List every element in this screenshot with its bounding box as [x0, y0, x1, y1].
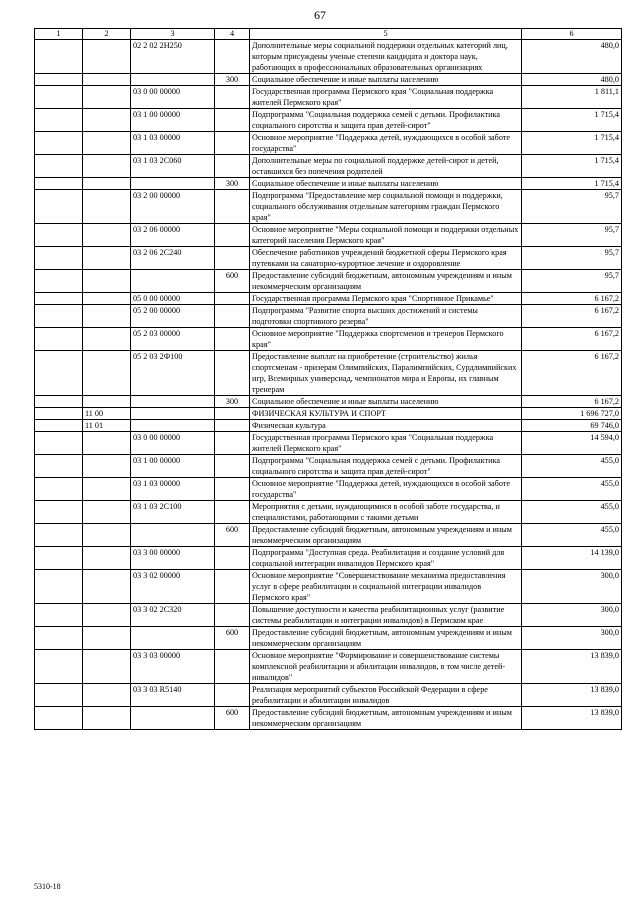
table-row [35, 247, 622, 270]
amount-cell: 1 715,4 [522, 178, 622, 190]
section-cell [35, 707, 83, 730]
section-cell [35, 178, 83, 190]
description-cell: Предоставление субсидий бюджетным, автономным учреждениям и иным некоммерческим организациям [250, 627, 522, 650]
expense-type-cell [215, 190, 250, 224]
description-cell: Подпрограмма "Социальная поддержка семей с детьми. Профилактика социального сиротства и защита прав детей-сирот" [250, 455, 522, 478]
target-article-cell: 03 0 00 00000 [131, 86, 215, 109]
target-article-cell [131, 524, 215, 547]
amount-cell: 69 746,0 [522, 420, 622, 432]
amount-cell: 14 594,0 [522, 432, 622, 455]
table-row [35, 684, 622, 707]
expense-type-cell [215, 408, 250, 420]
description-cell: Подпрограмма "Доступная среда. Реабилитация и создание условий для социальной интеграции инвалидов Пермского края" [250, 547, 522, 570]
table-row [35, 432, 622, 455]
description-cell: Дополнительные меры социальной поддержки отдельных категорий лиц, которым присуждены ученые степени кандидата и доктора наук, работающих в профессиональных образовательных организациях [250, 40, 522, 74]
expense-type-cell [215, 305, 250, 328]
expense-type-cell [215, 224, 250, 247]
expense-type-cell [215, 351, 250, 396]
document-code: 5310-18 [34, 882, 61, 891]
subsection-cell [83, 132, 131, 155]
description-cell: Основное мероприятие "Поддержка детей, нуждающихся в особой заботе государства" [250, 478, 522, 501]
amount-cell: 95,7 [522, 270, 622, 293]
target-article-cell [131, 408, 215, 420]
subsection-cell [83, 351, 131, 396]
target-article-cell: 02 2 02 2Н250 [131, 40, 215, 74]
description-cell: Социальное обеспечение и иные выплаты населению [250, 74, 522, 86]
table-row [35, 455, 622, 478]
description-cell: Основное мероприятие "Меры социальной помощи и поддержки отдельных категорий населения Пермского края" [250, 224, 522, 247]
section-cell [35, 74, 83, 86]
description-cell: Основное мероприятие "Поддержка спортсменов и тренеров Пермского края" [250, 328, 522, 351]
amount-cell: 13 839,0 [522, 707, 622, 730]
subsection-cell [83, 224, 131, 247]
section-cell [35, 524, 83, 547]
table-row [35, 650, 622, 684]
table-row [35, 40, 622, 74]
description-cell: Дополнительные меры по социальной поддержке детей-сирот и детей, оставшихся без попечения родителей [250, 155, 522, 178]
description-cell: Реализация мероприятий субъектов Российской Федерации в сфере реабилитации и абилитации инвалидов [250, 684, 522, 707]
target-article-cell: 03 1 03 00000 [131, 132, 215, 155]
table-row [35, 501, 622, 524]
section-cell [35, 109, 83, 132]
table-row [35, 351, 622, 396]
amount-cell: 6 167,2 [522, 351, 622, 396]
amount-cell: 455,0 [522, 478, 622, 501]
section-cell [35, 305, 83, 328]
table-row [35, 86, 622, 109]
expense-type-cell [215, 40, 250, 74]
subsection-cell [83, 270, 131, 293]
table-row [35, 604, 622, 627]
section-cell [35, 190, 83, 224]
subsection-cell [83, 547, 131, 570]
target-article-cell: 05 0 00 00000 [131, 293, 215, 305]
table-row [35, 420, 622, 432]
section-cell [35, 224, 83, 247]
target-article-cell: 05 2 03 2Ф100 [131, 351, 215, 396]
subsection-cell [83, 455, 131, 478]
expense-type-cell [215, 132, 250, 155]
expense-type-cell [215, 604, 250, 627]
target-article-cell: 03 2 00 00000 [131, 190, 215, 224]
table-body [35, 40, 622, 730]
target-article-cell [131, 627, 215, 650]
target-article-cell: 03 1 03 2С100 [131, 501, 215, 524]
subsection-cell [83, 501, 131, 524]
target-article-cell: 05 2 00 00000 [131, 305, 215, 328]
expense-type-cell: 300 [215, 178, 250, 190]
description-cell: Государственная программа Пермского края "Социальная поддержка жителей Пермского края" [250, 432, 522, 455]
subsection-cell [83, 627, 131, 650]
section-cell [35, 627, 83, 650]
subsection-cell [83, 155, 131, 178]
section-cell [35, 155, 83, 178]
header-row [35, 29, 622, 40]
subsection-cell [83, 432, 131, 455]
description-cell: Подпрограмма "Предоставление мер социальной помощи и поддержки, социального обслуживания отдельным категориям граждан Пермского края" [250, 190, 522, 224]
amount-cell: 1 715,4 [522, 155, 622, 178]
table-row [35, 224, 622, 247]
subsection-cell [83, 190, 131, 224]
expense-type-cell [215, 478, 250, 501]
page-number: 67 [314, 8, 326, 22]
section-cell [35, 270, 83, 293]
amount-cell: 6 167,2 [522, 305, 622, 328]
expense-type-cell: 600 [215, 270, 250, 293]
section-cell [35, 604, 83, 627]
section-cell [35, 40, 83, 74]
expense-type-cell [215, 328, 250, 351]
expense-type-cell [215, 570, 250, 604]
section-cell [35, 650, 83, 684]
subsection-cell [83, 247, 131, 270]
description-cell: ФИЗИЧЕСКАЯ КУЛЬТУРА И СПОРТ [250, 408, 522, 420]
table-row [35, 178, 622, 190]
target-article-cell: 03 2 06 2С240 [131, 247, 215, 270]
section-cell [35, 478, 83, 501]
amount-cell: 95,7 [522, 224, 622, 247]
subsection-cell [83, 86, 131, 109]
expense-type-cell [215, 684, 250, 707]
expense-type-cell: 300 [215, 74, 250, 86]
budget-table [34, 28, 622, 730]
target-article-cell: 03 3 02 00000 [131, 570, 215, 604]
amount-cell: 480,0 [522, 40, 622, 74]
description-cell: Социальное обеспечение и иные выплаты населению [250, 396, 522, 408]
target-article-cell: 03 3 00 00000 [131, 547, 215, 570]
description-cell: Подпрограмма "Социальная поддержка семей с детьми. Профилактика социального сиротства и защита прав детей-сирот" [250, 109, 522, 132]
amount-cell: 480,0 [522, 74, 622, 86]
subsection-cell [83, 478, 131, 501]
expense-type-cell [215, 109, 250, 132]
section-cell [35, 420, 83, 432]
target-article-cell [131, 420, 215, 432]
target-article-cell: 03 3 03 00000 [131, 650, 215, 684]
subsection-cell [83, 109, 131, 132]
description-cell: Основное мероприятие "Формирование и совершенствование системы комплексной реабилитации и абилитации инвалидов, в том числе детей-инвалидов" [250, 650, 522, 684]
expense-type-cell [215, 155, 250, 178]
table-row [35, 155, 622, 178]
target-article-cell [131, 270, 215, 293]
target-article-cell: 03 1 03 2С060 [131, 155, 215, 178]
target-article-cell [131, 707, 215, 730]
subsection-cell: 11 00 [83, 408, 131, 420]
section-cell [35, 684, 83, 707]
amount-cell: 300,0 [522, 570, 622, 604]
amount-cell: 13 839,0 [522, 650, 622, 684]
section-cell [35, 247, 83, 270]
description-cell: Мероприятия с детьми, нуждающимися в особой заботе государства, и специалистами, работающими с такими детьми [250, 501, 522, 524]
subsection-cell [83, 305, 131, 328]
section-cell [35, 408, 83, 420]
expense-type-cell [215, 420, 250, 432]
table-row [35, 547, 622, 570]
amount-cell: 13 839,0 [522, 684, 622, 707]
column-header: 3 [131, 29, 215, 40]
description-cell: Государственная программа Пермского края "Спортивное Прикамье" [250, 293, 522, 305]
table-row [35, 132, 622, 155]
subsection-cell [83, 293, 131, 305]
target-article-cell [131, 74, 215, 86]
description-cell: Социальное обеспечение и иные выплаты населению [250, 178, 522, 190]
description-cell: Предоставление субсидий бюджетным, автономным учреждениям и иным некоммерческим организациям [250, 524, 522, 547]
section-cell [35, 432, 83, 455]
subsection-cell [83, 524, 131, 547]
expense-type-cell [215, 650, 250, 684]
amount-cell: 1 811,1 [522, 86, 622, 109]
section-cell [35, 86, 83, 109]
target-article-cell: 03 2 06 00000 [131, 224, 215, 247]
amount-cell: 6 167,2 [522, 293, 622, 305]
section-cell [35, 501, 83, 524]
amount-cell: 95,7 [522, 190, 622, 224]
amount-cell: 455,0 [522, 524, 622, 547]
description-cell: Государственная программа Пермского края "Социальная поддержка жителей Пермского края" [250, 86, 522, 109]
description-cell: Подпрограмма "Развитие спорта высших достижений и системы подготовки спортивного резерва" [250, 305, 522, 328]
expense-type-cell [215, 247, 250, 270]
table-row [35, 270, 622, 293]
table-row [35, 408, 622, 420]
amount-cell: 1 696 727,0 [522, 408, 622, 420]
expense-type-cell [215, 293, 250, 305]
subsection-cell [83, 650, 131, 684]
amount-cell: 6 167,2 [522, 396, 622, 408]
subsection-cell [83, 74, 131, 86]
target-article-cell [131, 178, 215, 190]
description-cell: Физическая культура [250, 420, 522, 432]
amount-cell: 455,0 [522, 501, 622, 524]
subsection-cell [83, 684, 131, 707]
subsection-cell [83, 396, 131, 408]
expense-type-cell [215, 455, 250, 478]
section-cell [35, 455, 83, 478]
target-article-cell [131, 396, 215, 408]
column-header: 6 [522, 29, 622, 40]
description-cell: Предоставление выплат на приобретение (строительство) жилья спортсменам - призерам Олимпийских, Паралимпийских, Сурдлимпийских игр, Всемирных универсиад, чемпионатов мира и Европы, их главным тренерам [250, 351, 522, 396]
description-cell: Основное мероприятие "Поддержка детей, нуждающихся в особой заботе государства" [250, 132, 522, 155]
table-row [35, 293, 622, 305]
table-row [35, 305, 622, 328]
subsection-cell [83, 328, 131, 351]
section-cell [35, 547, 83, 570]
target-article-cell: 03 3 03 R5140 [131, 684, 215, 707]
description-cell: Предоставление субсидий бюджетным, автономным учреждениям и иным некоммерческим организациям [250, 707, 522, 730]
section-cell [35, 293, 83, 305]
table-row [35, 478, 622, 501]
section-cell [35, 328, 83, 351]
subsection-cell [83, 707, 131, 730]
table-row [35, 190, 622, 224]
subsection-cell [83, 40, 131, 74]
expense-type-cell [215, 432, 250, 455]
expense-type-cell [215, 501, 250, 524]
amount-cell: 14 139,0 [522, 547, 622, 570]
description-cell: Повышение доступности и качества реабилитационных услуг (развитие системы реабилитации и интеграции инвалидов) в Пермском крае [250, 604, 522, 627]
subsection-cell [83, 570, 131, 604]
target-article-cell: 03 1 00 00000 [131, 455, 215, 478]
amount-cell: 455,0 [522, 455, 622, 478]
table-row [35, 74, 622, 86]
expense-type-cell: 600 [215, 524, 250, 547]
amount-cell: 6 167,2 [522, 328, 622, 351]
table-row [35, 396, 622, 408]
amount-cell: 95,7 [522, 247, 622, 270]
amount-cell: 300,0 [522, 604, 622, 627]
description-cell: Основное мероприятие "Совершенствование механизма предоставления услуг в сфере реабилитации и социальной интеграции инвалидов Пермского края" [250, 570, 522, 604]
table-row [35, 328, 622, 351]
expense-type-cell: 600 [215, 707, 250, 730]
expense-type-cell [215, 86, 250, 109]
table-row [35, 707, 622, 730]
column-header: 4 [215, 29, 250, 40]
description-cell: Предоставление субсидий бюджетным, автономным учреждениям и иным некоммерческим организациям [250, 270, 522, 293]
expense-type-cell: 300 [215, 396, 250, 408]
amount-cell: 1 715,4 [522, 109, 622, 132]
expense-type-cell [215, 547, 250, 570]
description-cell: Обеспечение работников учреждений бюджетной сферы Пермского края путевками на санаторно-курортное лечение и оздоровление [250, 247, 522, 270]
table-row [35, 109, 622, 132]
column-header: 5 [250, 29, 522, 40]
target-article-cell: 03 1 00 00000 [131, 109, 215, 132]
table-row [35, 570, 622, 604]
target-article-cell: 03 0 00 00000 [131, 432, 215, 455]
subsection-cell [83, 604, 131, 627]
subsection-cell [83, 178, 131, 190]
section-cell [35, 396, 83, 408]
table-row [35, 524, 622, 547]
section-cell [35, 132, 83, 155]
expense-type-cell: 600 [215, 627, 250, 650]
target-article-cell: 03 1 03 00000 [131, 478, 215, 501]
column-header: 2 [83, 29, 131, 40]
section-cell [35, 351, 83, 396]
amount-cell: 300,0 [522, 627, 622, 650]
amount-cell: 1 715,4 [522, 132, 622, 155]
section-cell [35, 570, 83, 604]
column-header: 1 [35, 29, 83, 40]
subsection-cell: 11 01 [83, 420, 131, 432]
target-article-cell: 03 3 02 2С320 [131, 604, 215, 627]
target-article-cell: 05 2 03 00000 [131, 328, 215, 351]
table-row [35, 627, 622, 650]
